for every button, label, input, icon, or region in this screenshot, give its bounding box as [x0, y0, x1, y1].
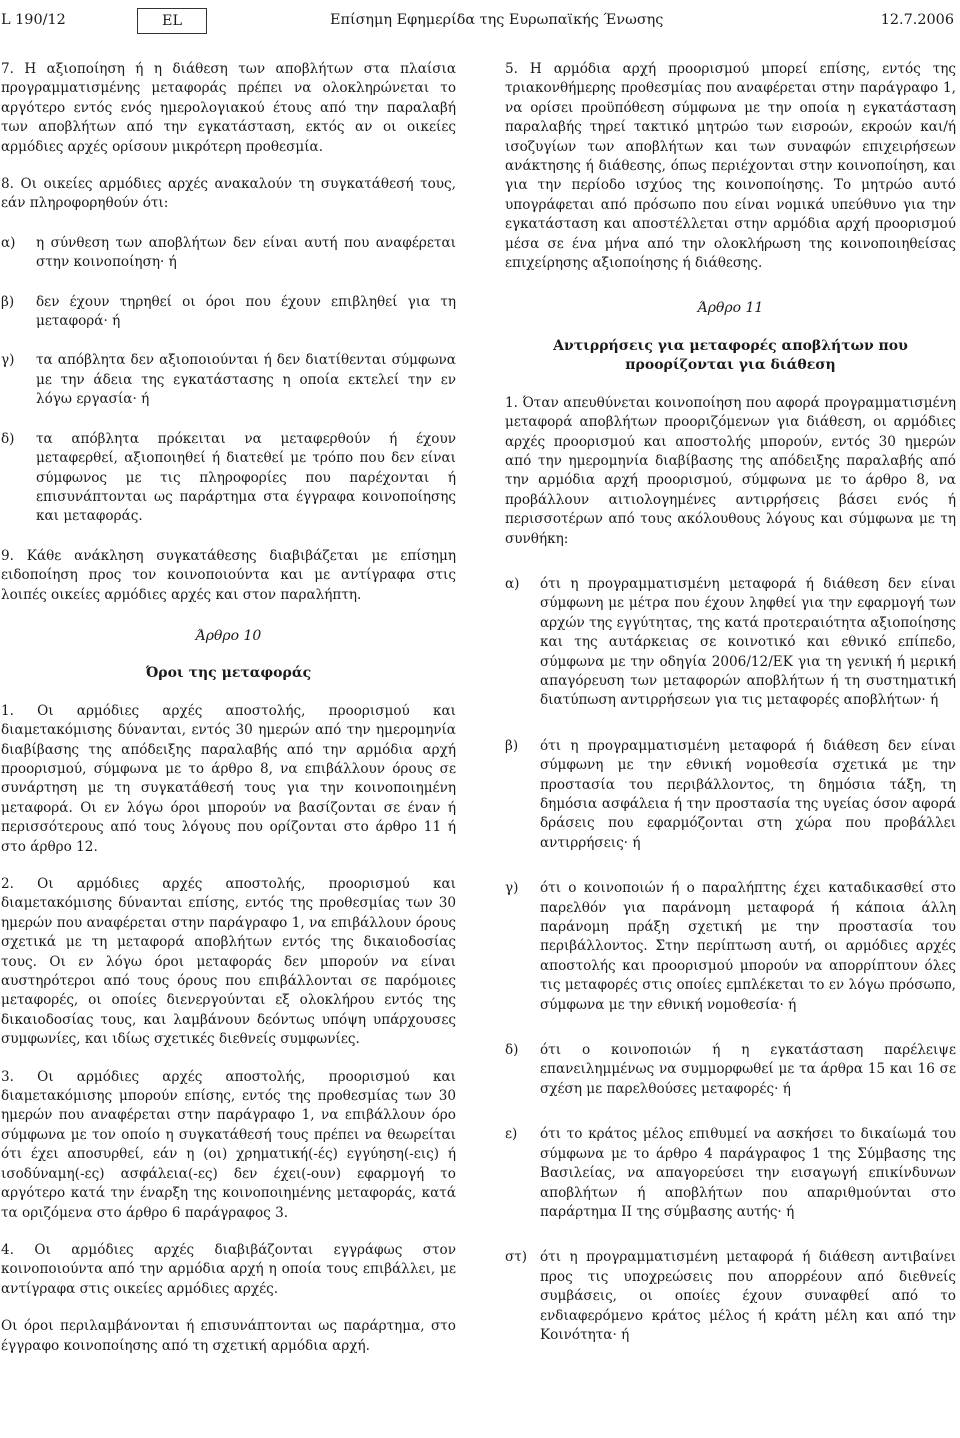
list-item-text: δεν έχουν τηρηθεί οι όροι που έχουν επιβληθεί για τη μεταφορά· ή: [36, 293, 456, 330]
language-code-box: EL: [137, 8, 207, 34]
list-item-label: δ): [505, 1042, 519, 1059]
list-item: [505, 1041, 956, 1099]
list-item-label: β): [1, 293, 15, 310]
list-item: [1, 430, 456, 527]
list-item-label: γ): [1, 352, 15, 369]
list-item-label: στ): [505, 1249, 528, 1266]
article-title: Αντιρρήσεις για μεταφορές αποβλήτων που προορίζονται για διάθεση: [553, 337, 908, 374]
list-item-label: α): [505, 575, 520, 592]
article-11-paragraph-1: 1. Όταν απευθύνεται κοινοποίηση που αφορά προγραμματισμένη μεταφορά αποβλήτων προοριζόμενων για διάθεση, οι αρμόδιες αρχές προορισμού και αποστολής μπορούν, εντός 30 ημερών από την ημερομηνία διαβίβασης της απόδειξης παραλαβής από την αρμόδια αρχή προορισμού, σύμφωνα με το άρθρο 8, να προβάλλουν αιτιολογημένες αντιρρήσεις βάσει ενός ή περισσοτέρων από τους ακόλουθους λόγους και σύμφωνα με τη συνθήκη:: [505, 394, 956, 547]
list-item: [505, 575, 956, 711]
list-item-text: ότι η προγραμματισμένη μεταφορά ή διάθεση δεν είναι σύμφωνη με την εθνική νομοθεσία σχετικά με την προστασία του περιβάλλοντος, τη δημόσια τάξη, τη δημόσια ασφάλεια ή την προστασία της υγείας όσον αφορά δράσεις που εφαρμόζονται στη χώρα που προβάλλει αντιρρήσεις· ή: [540, 737, 956, 851]
paragraph-7: 7. Η αξιοποίηση ή η διάθεση των αποβλήτων στα πλαίσια προγραμματισμένης μεταφοράς πρέπει να ολοκληρώνεται το αργότερο εντός ενός ημερολογιακού έτους από την παραλαβή των αποβλήτων από την εγκατάσταση, εκτός αν οι οικείες αρμόδιες αρχές ορίσουν μικρότερη προθεσμία.: [1, 61, 456, 155]
list-item-text: τα απόβλητα δεν αξιοποιούνται ή δεν διατίθενται σύμφωνα με την άδεια της εγκατάστασης η οποία εκτελεί την εν λόγω εργασία· ή: [36, 352, 456, 408]
left-column: [1, 60, 456, 1374]
right-column: [505, 60, 956, 1361]
article-10-paragraph-4-continued: Οι όροι περιλαμβάνονται ή επισυνάπτονται ως παράρτημα, στο έγγραφο κοινοποίησης από τη σχετική αρμόδια αρχή.: [1, 1318, 456, 1354]
page-reference: L 190/12: [1, 12, 66, 28]
list-item-text: η σύνθεση των αποβλήτων δεν είναι αυτή που αναφέρεται στην κοινοποίηση· ή: [36, 234, 456, 271]
list-item: [505, 1125, 956, 1222]
article-10-paragraph-4: 4. Οι αρμόδιες αρχές διαβιβάζονται εγγράφως στον κοινοποιούντα από την αρμόδια αρχή η οποία τους επιβάλλει, με αντίγραφα στις οικείες αρμόδιες αρχές.: [1, 1241, 456, 1297]
article-10-paragraph-1: 1. Οι αρμόδιες αρχές αποστολής, προορισμού και διαμετακόμισης δύνανται, εντός 30 ημερών από την ημερομηνία διαβίβασης της απόδειξης παραλαβής από την αρμόδια αρχή προορισμού, σύμφωνα με το άρθρο 8, να επιβάλλουν όρους σε συνάρτηση με τη συγκατάθεσή τους για την κοινοποιημένη μεταφορά. Οι εν λόγω όροι μπορούν να βασίζονται σε έναν ή περισσότερους από τους λόγους που ορίζονται στο άρθρο 11 ή στο άρθρο 12.: [1, 702, 456, 855]
article-10-paragraph-2: 2. Οι αρμόδιες αρχές αποστολής, προορισμού και διαμετακόμισης δύνανται επίσης, εντός της προθεσμίας των 30 ημερών που αναφέρεται στην παράγραφο 1, να επιβάλλουν όρους σχετικά με τη μεταφορά αποβλήτων εντός της δικαιοδοσίας τους. Οι εν λόγω όροι μεταφοράς δεν μπορούν να είναι αυστηρότεροι από τους όρους που επιβάλλονται σε παρόμοιες μεταφορές, οι οποίες διενεργούνται εξ ολοκλήρου εντός της δικαιοδοσίας τους, και λαμβάνουν δεόντως υπόψη υπάρχουσες συμφωνίες, και ιδίως σχετικές διεθνείς συμφωνίες.: [1, 876, 456, 1048]
list-item-text: ότι η προγραμματισμένη μεταφορά ή διάθεση δεν είναι σύμφωνη με μέτρα που έχουν ληφθεί για την εφαρμογή των αρχών της εγγύτητας, της κατά προτεραιότητα αξιοποίησης και της αυτάρκειας σε κοινοτικό και εθνικό επίπεδο, σύμφωνα με την οδηγία 2006/12/ΕΚ για τη γενική ή μερική απαγόρευση των μεταφορών αποβλήτων ή τη συστηματική διατύπωση αντιρρήσεων για τις μεταφορές αποβλήτων· ή: [540, 575, 957, 709]
list-item: [1, 293, 456, 332]
paragraph-8: 8. Οι οικείες αρμόδιες αρχές ανακαλούν τη συγκατάθεσή τους, εάν πληροφορηθούν ότι:: [1, 176, 456, 212]
journal-title: Επίσημη Εφημερίδα της Ευρωπαϊκής Ένωσης: [330, 12, 664, 28]
paragraph-9: 9. Κάθε ανάκληση συγκατάθεσης διαβιβάζεται με επίσημη ειδοποίηση προς τον κοινοποιούντα και με αντίγραφα στις λοιπές οικείες αρμόδιες αρχές και στον παραλήπτη.: [1, 547, 456, 603]
list-item: [505, 879, 956, 1015]
list-item: [1, 351, 456, 409]
publication-date: 12.7.2006: [880, 12, 954, 28]
list-item-text: ότι ο κοινοποιών ή η εγκατάσταση παρέλειψε επανειλημμένως να συμμορφωθεί με τα άρθρα 15 και 16 σε σχέση με παρελθούσες μεταφορές· ή: [540, 1042, 956, 1097]
list-item: [505, 737, 956, 853]
list-item-text: ότι ο κοινοποιών ή ο παραλήπτης έχει καταδικασθεί στο παρελθόν για παράνομη μεταφορά ή κάποια άλλη παράνομη πράξη σχετική με την προστασία του περιβάλλοντος. Στην περίπτωση αυτή, οι αρμόδιες αρχές αποστολής και προορισμού μπορούν να απορρίπτουν όλες τις μεταφορές στις οποίες εμπλέκεται το εν λόγω πρόσωπο, σύμφωνα με την εθνική νομοθεσία· ή: [540, 880, 956, 1013]
paragraph-5: 5. Η αρμόδια αρχή προορισμού μπορεί επίσης, εντός της τριακονθήμερης προθεσμίας που αναφέρεται στην παράγραφο 1, να ορίσει προϋπόθεση σύμφωνα με την οποία η εγκατάσταση παραλαβής τηρεί τακτικό μητρώο των εισροών, εκροών και/ή ισοζυγίων των αποβλήτων και των συναφών επιχειρήσεων ανάκτησης ή διάθεσης, όπως περιέχονται στην κοινοποίηση, και για την περίοδο ισχύος της κοινοποίησης. Το μητρώο αυτό υπογράφεται από πρόσωπο που είναι νομικά υπεύθυνο για την εγκατάσταση και αποστέλλεται στην αρμόδια αρχή προορισμού μέσα σε ένα μήνα από την ολοκλήρωση της κοινοποιηθείσας επιχείρησης αξιοποίησης ή διάθεσης.: [505, 61, 956, 272]
article-title: Όροι της μεταφοράς: [145, 665, 312, 682]
list-item-text: ότι η προγραμματισμένη μεταφορά ή διάθεση αντιβαίνει προς τις υποχρεώσεις που απορρέουν από διεθνείς συμβάσεις, οι οποίες έχουν συναφθεί από το ενδιαφερόμενο κράτος μέλος ή κράτη μέλη και από την Κοινότητα· ή: [540, 1249, 956, 1343]
list-item: [1, 234, 456, 273]
article-number: Άρθρο 10: [195, 627, 262, 644]
list-item-label: δ): [1, 430, 15, 447]
list-item-label: α): [1, 234, 16, 251]
list-item-label: γ): [505, 880, 519, 897]
article-number: Άρθρο 11: [697, 300, 764, 317]
list-item-label: β): [505, 737, 519, 754]
list-item-label: ε): [505, 1126, 518, 1143]
article-10-paragraph-3: 3. Οι αρμόδιες αρχές αποστολής, προορισμού και διαμετακόμισης μπορούν επίσης, εντός της προθεσμίας των 30 ημερών που αναφέρεται στην παράγραφο 1, να επιβάλλουν όρο σύμφωνα με τον οποίο η συγκατάθεσή τους πρέπει να θεωρείται ότι έχει αποσυρθεί, εάν η (οι) χρηματική(-ές) εγγύηση(-εις) ή ισοδύναμη(-ες) ασφάλεια(-ες) δεν έχει(-ουν) εφαρμογή το αργότερο κατά την έναρξη της κοινοποιημένης μεταφοράς, κατά τα οριζόμενα στο άρθρο 6 παράγραφος 3.: [1, 1068, 456, 1221]
list-item: [505, 1248, 956, 1345]
page-header: [0, 6, 960, 40]
list-item-text: τα απόβλητα πρόκειται να μεταφερθούν ή έχουν μεταφερθεί, αξιοποιηθεί ή διατεθεί με τρόπο που δεν είναι σύμφωνος με τις πληροφορίες που παρέχονται ή επισυνάπτονται ως παράρτημα στα έγγραφα κοινοποίησης και μεταφοράς.: [36, 430, 456, 525]
list-item-text: ότι το κράτος μέλος επιθυμεί να ασκήσει το δικαίωμά του σύμφωνα με το άρθρο 4 παράγραφος 1 της Σύμβασης της Βασιλείας, να απαγορεύσει την εισαγωγή επικίνδυνων αποβλήτων ή αποβλήτων που απαριθμούνται στο παράρτημα II της σύμβασης αυτής· ή: [540, 1126, 956, 1220]
